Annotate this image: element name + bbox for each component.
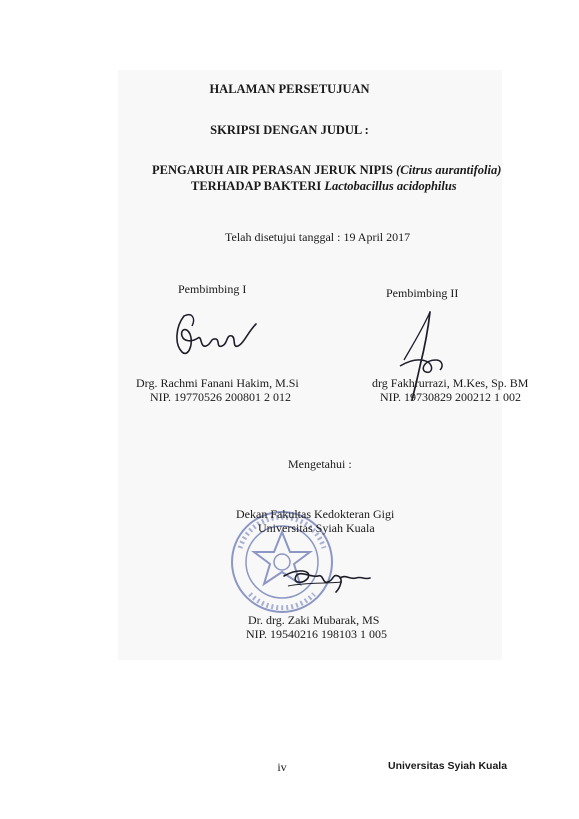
supervisor1-signature: [170, 308, 265, 363]
thesis-title-line2-text: TERHADAP BAKTERI: [191, 179, 325, 193]
thesis-title-line1: [152, 163, 501, 178]
thesis-title-line2-latin: Lactobacillus acidophilus: [324, 179, 457, 193]
thesis-title-line2: [191, 179, 457, 194]
approval-date: Telah disetujui tanggal : 19 April 2017: [225, 230, 411, 244]
footer-institution: Universitas Syiah Kuala: [388, 760, 508, 772]
page-heading: HALAMAN PERSETUJUAN: [209, 82, 370, 96]
dean-nip: NIP. 19540216 198103 1 005: [246, 627, 388, 641]
supervisor1-nip: NIP. 19770526 200801 2 012: [150, 390, 292, 404]
acknowledged-label: Mengetahui :: [288, 457, 352, 471]
supervisor1-role: Pembimbing I: [178, 282, 247, 296]
supervisor2-role: Pembimbing II: [386, 286, 459, 300]
supervisor1-name: Drg. Rachmi Fanani Hakim, M.Si: [136, 376, 299, 390]
dean-position-line2: Universitas Syiah Kuala: [258, 521, 375, 535]
supervisor2-name: drg Fakhrurrazi, M.Kes, Sp. BM: [372, 376, 529, 390]
page-number: iv: [277, 760, 287, 774]
dean-position-line1: Dekan Fakultas Kedokteran Gigi: [236, 507, 395, 521]
page-subheading: SKRIPSI DENGAN JUDUL :: [210, 123, 369, 137]
thesis-title-line1-text: PENGARUH AIR PERASAN JERUK NIPIS: [152, 163, 397, 177]
supervisor2-nip: NIP. 19730829 200212 1 002: [380, 390, 522, 404]
thesis-title-line1-latin: (Citrus aurantifolia): [396, 163, 502, 177]
dean-signature: [278, 562, 378, 596]
dean-name: Dr. drg. Zaki Mubarak, MS: [248, 613, 380, 627]
